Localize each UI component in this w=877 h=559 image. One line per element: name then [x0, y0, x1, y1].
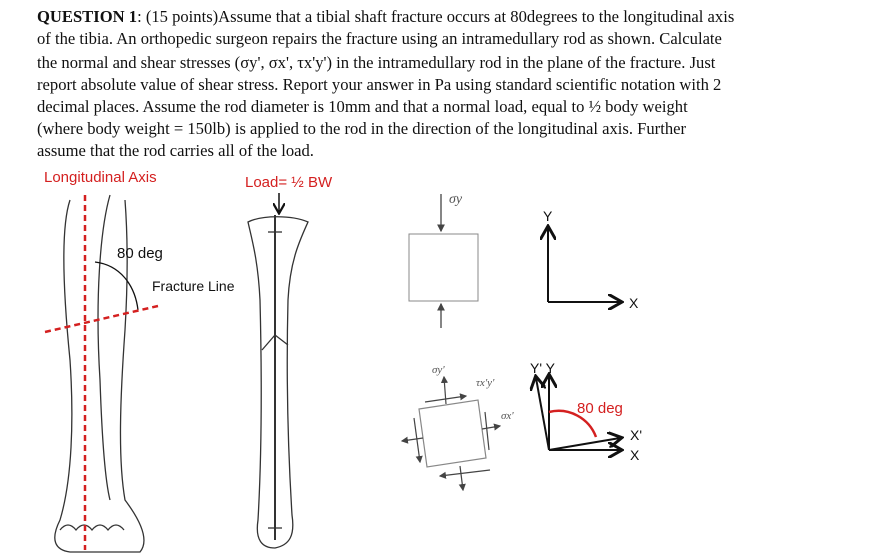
x-axis-label-2: X	[630, 447, 640, 463]
sigma-x-prime-label: σx'	[501, 410, 514, 422]
question-line-6: (where body weight = 150lb) is applied to the rod in the direction of the longitudinal axis. Further	[37, 119, 687, 138]
question-line-4: report absolute value of shear stress. Report your answer in Pa using standard scientific notation with 2	[37, 75, 722, 94]
question-line-3: the normal and shear stresses (σy', σx', τx'y') in the intramedullary rod in the plane of the fracture. Just	[37, 53, 716, 72]
question-line-2: of the tibia. An orthopedic surgeon repairs the fracture using an intramedullary rod as shown. Calculate	[37, 29, 722, 48]
x-prime-axis-label: X'	[630, 427, 643, 443]
x-axis-label: X	[629, 295, 639, 311]
question-line-1: QUESTION 1: (15 points)Assume that a tibial shaft fracture occurs at 80degrees to the longitudinal axis	[37, 7, 735, 26]
fracture-line	[45, 306, 158, 332]
angle-label-left: 80 deg	[117, 245, 163, 262]
longitudinal-axis-label: Longitudinal Axis	[44, 169, 157, 186]
y-prime-y-label: Y' Y	[530, 360, 555, 376]
stress-element-top	[409, 194, 478, 328]
sigma-y-prime-label: σy'	[432, 364, 445, 376]
fracture-line-label: Fracture Line	[152, 278, 235, 294]
tibia-drawing	[248, 215, 308, 548]
angle-label-right: 80 deg	[577, 400, 623, 417]
question-line-5: decimal places. Assume the rod diameter is 10mm and that a normal load, equal to ½ body weight	[37, 97, 688, 116]
xy-axes	[548, 228, 620, 302]
question-line-7: assume that the rod carries all of the load.	[37, 141, 314, 160]
sigma-y-label: σy	[449, 192, 463, 207]
tau-label: τx'y'	[476, 377, 495, 389]
load-label: Load= ½ BW	[245, 174, 333, 191]
stress-element-rotated	[402, 377, 500, 490]
y-axis-label: Y	[543, 208, 553, 224]
